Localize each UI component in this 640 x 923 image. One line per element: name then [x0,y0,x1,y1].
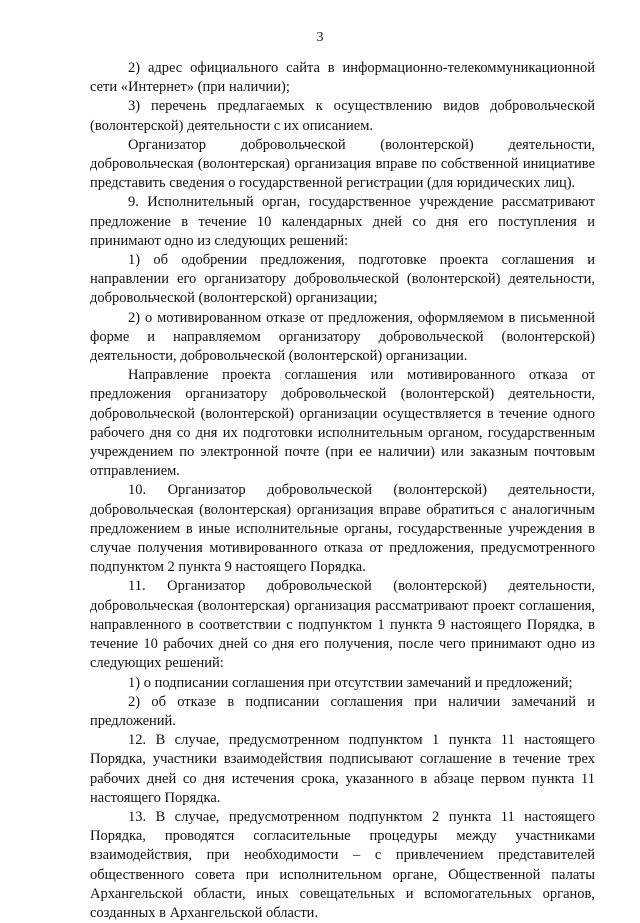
paragraph-clause-13: 13. В случае, предусмотренном подпунктом 2 пункта 11 настоящего Порядка, проводятся согласительные процедуры между участниками взаимодействия, при необходимости – с привлечением представителей общественного совета при исполнительном органе, Общественной палаты Архангельской области, иных совещательных и вспомогательных органов, созданных в Архангельской области. [90,808,595,921]
paragraph-clause-9-sub-1: 1) об одобрении предложения, подготовке проекта соглашения и направлении его организатору добровольческой (волонтерской) деятельности, добровольческой (волонтерской) организации; [90,252,595,307]
paragraph-item-2-website: 2) адрес официального сайта в информационно-телекоммуникационной сети «Интернет» (при наличии); [90,60,595,96]
paragraph-registration-info: Организатор добровольческой (волонтерской) деятельности, добровольческая (волонтерская) организация вправе по собственной инициативе представить сведения о государственной регистрации (для юридических лиц). [90,136,595,192]
paragraph-clause-11-sub-1: 1) о подписании соглашения при отсутствии замечаний и предложений; [128,674,573,691]
paragraph-clause-9: 9. Исполнительный орган, государственное учреждение рассматривают предложение в течение 10 календарных дней со дня его поступления и принимают одно из следующих решений: [90,194,595,249]
paragraph-clause-10: 10. Организатор добровольческой (волонтерской) деятельности, добровольческая (волонтерская) организация вправе обратиться с аналогичным предложением в иные исполнительные органы, государственные учреждения в случае получения мотивированного отказа от предложения, предусмотренного подпунктом 2 пункта 9 настоящего Порядка. [90,482,595,576]
paragraph-clause-12: 12. В случае, предусмотренном подпунктом 1 пункта 11 настоящего Порядка, участники взаимодействия подписывают соглашение в течение трех рабочих дней со дня истечения срока, указанного в абзаце первом пункта 11 настоящего Порядка. [90,732,595,806]
paragraph-clause-9-sub-2: 2) о мотивированном отказе от предложения, оформляемом в письменной форме и направляемом организатору добровольческой (волонтерской) деятельности, добровольческой (волонтерской) организации. [90,309,595,365]
paragraph-clause-11: 11. Организатор добровольческой (волонтерской) деятельности, добровольческая (волонтерская) организация рассматривают проект соглашения, направленного в соответствии с подпунктом 1 пункта 9 настоящего Порядка, в течение 10 рабочих дней со дня его получения, после чего принимают одно из следующих решений: [90,578,595,672]
document-body [90,59,595,923]
paragraph-clause-11-sub-2: 2) об отказе в подписании соглашения при наличии замечаний и предложений. [90,693,595,729]
paragraph-item-3-activities: 3) перечень предлагаемых к осуществлению видов добровольческой (волонтерской) деятельности с их описанием. [90,98,595,134]
paragraph-clause-9-delivery: Направление проекта соглашения или мотивированного отказа от предложения организатору добровольческой (волонтерской) деятельности, добровольческой (волонтерской) организации осуществляется в течение одного рабочего дня со дня их подготовки исполнительным органом, государственным учреждением по электронной почте (при ее наличии) или заказным почтовым отправлением. [90,367,595,480]
page-number: 3 [316,30,324,45]
